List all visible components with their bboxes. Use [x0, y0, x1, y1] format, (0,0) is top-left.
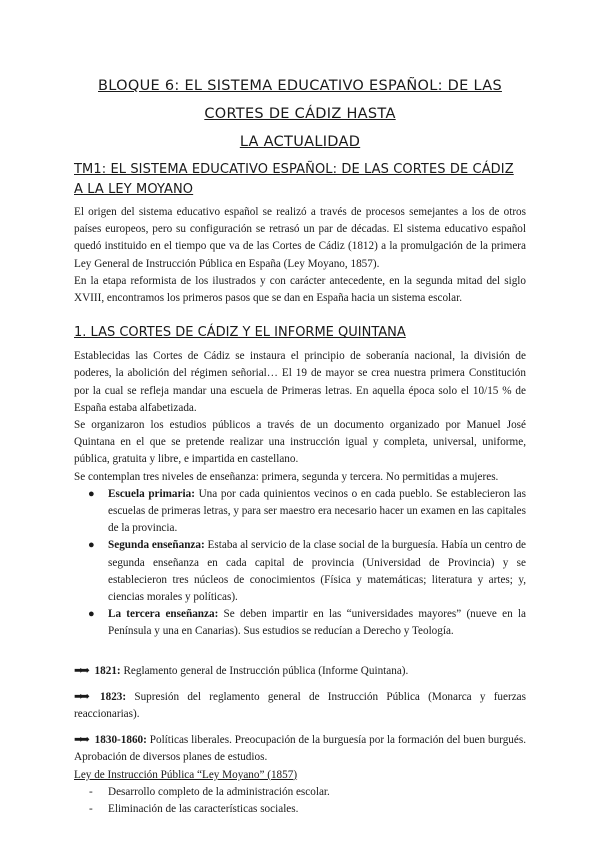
list-item-label: Segunda enseñanza:: [108, 539, 205, 552]
list-item: [88, 486, 526, 538]
timeline-text: Reglamento general de Instrucción pública (Informe Quintana).: [120, 664, 409, 677]
section-1-paragraph-3: Se contemplan tres niveles de enseñanza: primera, segunda y tercera. No permitidas a mujeres.: [74, 470, 499, 483]
list-item-label: La tercera enseñanza:: [108, 608, 219, 621]
timeline: [74, 663, 526, 767]
intro-paragraph-1: El origen del sistema educativo español se realizó a través de procesos semejantes a los de otros países europeos, pero su configuración se retrasó un par de décadas. El sistema educativo español quedó instituido en el tiempo que va de las Cortes de Cádiz (1812) a la promulgación de la primera Ley General de Instrucción Pública en España (Ley Moyano, 1857).: [74, 206, 526, 270]
timeline-item: [74, 732, 526, 766]
list-item-text: Eliminación de las características sociales.: [108, 803, 299, 816]
section-1-heading: 1. LAS CORTES DE CÁDIZ Y EL INFORME QUINTANA: [74, 325, 406, 341]
document-title-line-1: BLOQUE 6: EL SISTEMA EDUCATIVO ESPAÑOL: DE LAS CORTES DE CÁDIZ HASTA: [98, 78, 502, 122]
timeline-year: 1821:: [94, 664, 121, 677]
tm1-heading: TM1: EL SISTEMA EDUCATIVO ESPAÑOL: DE LAS CORTES DE CÁDIZ A LA LEY MOYANO: [74, 162, 514, 197]
law-title: Ley de Instrucción Pública “Ley Moyano” (1857): [74, 768, 298, 781]
bullet-icon: ●: [88, 487, 95, 500]
timeline-item: [74, 663, 526, 680]
bullet-icon: ●: [88, 608, 95, 621]
list-item: [88, 537, 527, 606]
bullet-icon: ●: [88, 539, 95, 552]
section-1-paragraph-1: Establecidas las Cortes de Cádiz se instaura el principio de soberanía nacional, la división de poderes, la abolición del régimen señorial… El 19 de mayor se crea nuestra primera Constitución por la cual se refleja mandar una escuela de Primeras letras. En aquella época solo el 10/15 % de España estaba alfabetizada.: [74, 350, 526, 414]
document-title: [74, 72, 526, 156]
law-items-list: [74, 784, 526, 818]
double-arrow-icon: ➡➡: [74, 690, 87, 703]
dash-icon: -: [89, 803, 93, 816]
section-1-paragraph-2: Se organizaron los estudios públicos a través de un documento organizado por Manuel José Quintana en el que se pretende realizar una instrucción igual y completa, universal, uniforme, pública, gratuita y libre, e impartida en castellano.: [74, 419, 526, 466]
timeline-year: 1830-1860:: [94, 734, 147, 747]
dash-icon: -: [89, 785, 93, 798]
list-item-text: Se deben impartir en las “universidades mayores” (nueve en la Península y una en Canarias). Sus estudios se reducían a Derecho y Teología.: [108, 608, 526, 638]
list-item: [89, 784, 526, 801]
timeline-item: [74, 689, 526, 723]
intro-paragraph-2: En la etapa reformista de los ilustrados y con carácter antecedente, en la segunda mitad del siglo XVIII, encontramos los primeros pasos que se dan en España hacia un sistema escolar.: [74, 274, 526, 305]
double-arrow-icon: ➡➡: [74, 664, 87, 677]
list-item: [88, 606, 526, 640]
list-item-text: Desarrollo completo de la administración escolar.: [108, 785, 330, 798]
list-item-label: Escuela primaria:: [108, 487, 195, 500]
list-item-text: Estaba al servicio de la clase social de la burguesía. Había un centro de segunda enseñanza en cada capital de provincia (Universidad de Provincia) y se establecieron tres núcleos de conocimientos (Física y matemáticas; literatura y artes; y, ciencias morales y políticas).: [108, 539, 527, 604]
double-arrow-icon: ➡➡: [74, 734, 87, 747]
list-item-text: Una por cada quinientos vecinos o en cada pueblo. Se establecieron las escuelas de primeras letras, y para ser maestro era necesario hacer un examen en las capitales de la provincia.: [108, 487, 526, 535]
list-item: [89, 801, 526, 818]
timeline-year: 1823:: [100, 690, 127, 703]
timeline-text: Supresión del reglamento general de Instrucción Pública (Monarca y fuerzas reaccionarias).: [74, 690, 526, 721]
education-levels-list: [74, 486, 526, 641]
document-title-line-2: LA ACTUALIDAD: [239, 134, 361, 150]
timeline-text: Políticas liberales. Preocupación de la burguesía por la formación del buen burgués. Aprobación de diversos planes de estudios.: [74, 734, 527, 764]
